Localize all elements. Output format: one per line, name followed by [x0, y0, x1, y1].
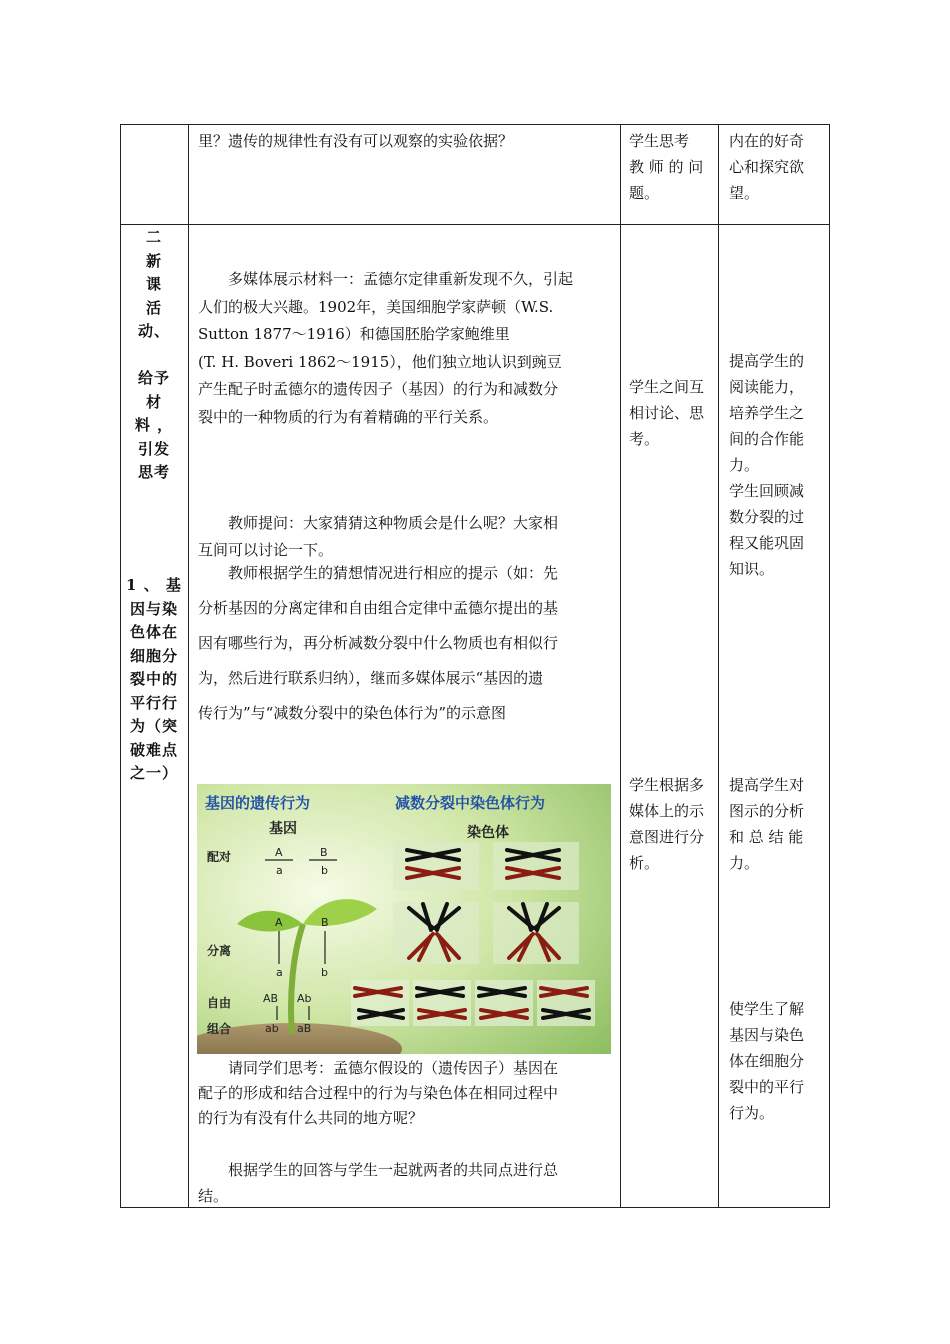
text-line: 活 [145, 298, 162, 317]
gene-heading: 基因 [269, 821, 297, 837]
text-line: 二 [145, 228, 162, 246]
text-line: 数分裂的过 [729, 508, 805, 526]
row-label-combine: 组合 [207, 1022, 232, 1036]
text-line: 和 总 结 能 [729, 828, 804, 846]
text-line: 请同学们思考：孟德尔假设的（遗传因子）基因在 [228, 1059, 559, 1077]
text-line: 阅读能力， [729, 378, 805, 396]
table-divider [188, 124, 189, 1208]
text-line: 裂中的 [129, 670, 178, 688]
text-line: 提高学生的 [729, 352, 805, 370]
text-line: 料 ， [134, 416, 174, 434]
text-line: 人们的极大兴趣。1902年，美国细胞学家萨顿（W.S. [198, 297, 554, 316]
text-line: 图示的分析 [729, 802, 805, 820]
student-activity-discuss [629, 374, 719, 452]
gene-label: a [276, 864, 283, 877]
stage-label [122, 226, 186, 485]
text-line: 动、 [137, 322, 170, 340]
text-line: 裂中的平行 [729, 1078, 805, 1096]
text-line: 考。 [629, 430, 660, 448]
diagram-title-left: 基因的遗传行为 [205, 794, 311, 812]
text-line: 望。 [729, 184, 760, 202]
text-line: 引发 [137, 439, 170, 458]
student-activity-analyze [629, 772, 719, 876]
diagram-background [197, 784, 611, 1054]
design-intent-understanding [729, 996, 827, 1126]
text-line: 体在细胞分 [729, 1052, 805, 1070]
text-line: 意图进行分 [629, 828, 705, 846]
text-line: 细胞分 [129, 646, 178, 665]
text-line: 培养学生之 [729, 404, 805, 422]
text-line: (T. H. Boveri 1862～1915），他们独立地认识到豌豆 [198, 352, 562, 371]
text-line: 学生思考 [629, 132, 690, 150]
gene-combo: aB [297, 1022, 312, 1035]
text-line: 教 师 的 问 [629, 158, 704, 176]
text-line: 力。 [729, 854, 760, 872]
text-line: 根据学生的回答与学生一起就两者的共同点进行总 [228, 1161, 559, 1179]
text-line: 裂中的一种物质的行为有着精确的平行关系。 [198, 407, 499, 426]
text-line: 教师根据学生的猜想情况进行相应的提示（如：先 [228, 564, 559, 582]
text-line: 多媒体展示材料一：孟德尔定律重新发现不久，引起 [228, 270, 574, 288]
text-line: 教师提问：大家猜猜这种物质会是什么呢？大家相 [228, 514, 559, 532]
gene-combo: Ab [297, 992, 312, 1005]
text-line: 因与染 [129, 599, 178, 618]
text-line: 配子的形成和结合过程中的行为与染色体在相同过程中 [198, 1084, 559, 1102]
text-line: 1 、 基 [126, 576, 182, 594]
text-line: 行为。 [729, 1104, 775, 1122]
text-line: 程又能巩固 [729, 534, 805, 552]
table-divider [120, 224, 830, 225]
text-line [122, 344, 186, 368]
text-line: 析。 [629, 854, 660, 872]
text-line: Sutton 1877～1916）和德国胚胎学家鲍维里 [198, 325, 510, 343]
material-paragraph [198, 266, 614, 431]
text-line: 传行为”与“减数分裂中的染色体行为”的示意图 [198, 704, 507, 722]
text-line: 为（突 [129, 717, 178, 735]
row1-content [198, 128, 608, 154]
design-intent-reading [729, 348, 827, 582]
teacher-hint-paragraph [198, 556, 614, 731]
chromosome-heading: 染色体 [467, 825, 509, 841]
text-line: 学生之间互 [629, 378, 705, 396]
gene-combo: AB [263, 992, 279, 1005]
text-line: 为，然后进行联系归纳），继而多媒体展示“基因的遗 [198, 669, 544, 687]
topic-label [122, 574, 186, 786]
gene-label: b [321, 864, 328, 877]
text-line: 课 [145, 275, 162, 293]
text-line: 心和探究欲 [729, 158, 805, 176]
text-line: 色体在 [129, 623, 178, 641]
gene-label: A [275, 916, 283, 929]
text-line: 结。 [198, 1187, 229, 1205]
text-line: 的行为有没有什么共同的地方呢？ [198, 1109, 424, 1127]
row1-content-text: 里？遗传的规律性有没有可以观察的实验依据？ [198, 132, 514, 150]
text-line: 力。 [729, 456, 760, 474]
diagram-title-right: 减数分裂中染色体行为 [395, 794, 546, 812]
text-line: 学生回顾减 [729, 482, 805, 500]
gene-combo: ab [265, 1022, 279, 1035]
table-border [120, 124, 830, 125]
text-line: 学生根据多 [629, 776, 705, 794]
gene-chromosome-diagram [197, 784, 611, 1054]
row-label-separation: 分离 [207, 944, 232, 958]
text-line: 基因与染色 [729, 1026, 805, 1044]
text-line: 内在的好奇 [729, 132, 805, 150]
text-line: 媒体上的示 [629, 802, 705, 820]
gene-label: a [276, 966, 283, 979]
row1-design-intent [729, 128, 827, 206]
design-intent-analysis [729, 772, 827, 876]
text-line: 之一） [129, 764, 178, 782]
text-line: 提高学生对 [729, 776, 805, 794]
student-think-paragraph [198, 1056, 614, 1131]
table-divider [620, 124, 621, 1208]
table-border [829, 124, 830, 1208]
text-line: 因有哪些行为，再分析减数分裂中什么物质也有相似行 [198, 634, 559, 652]
gene-label: b [321, 966, 328, 979]
text-line: 互间可以讨论一下。 [198, 540, 334, 559]
text-line: 分析基因的分离定律和自由组合定律中孟德尔提出的基 [198, 599, 559, 617]
text-line: 知识。 [729, 560, 775, 578]
table-divider [718, 124, 719, 1208]
summary-paragraph [198, 1157, 614, 1209]
text-line: 使学生了解 [729, 1000, 805, 1018]
text-line: 材 [145, 392, 162, 411]
text-line: 思考 [137, 463, 170, 481]
text-line: 给予 [137, 369, 170, 387]
gene-label: A [275, 846, 283, 859]
text-line: 相讨论、思 [629, 404, 705, 422]
table-border [120, 124, 121, 1208]
text-line: 破难点 [129, 740, 178, 759]
text-line: 平行行 [129, 693, 178, 712]
gene-label: B [320, 846, 328, 859]
row-label-pairing: 配对 [207, 850, 232, 864]
gene-label: B [321, 916, 329, 929]
text-line: 题。 [629, 184, 660, 202]
row1-student-activity [629, 128, 717, 206]
text-line: 新 [145, 251, 162, 270]
text-line: 产生配子时孟德尔的遗传因子（基因）的行为和减数分 [198, 380, 559, 398]
text-line: 间的合作能 [729, 430, 805, 448]
row-label-free: 自由 [207, 996, 232, 1010]
